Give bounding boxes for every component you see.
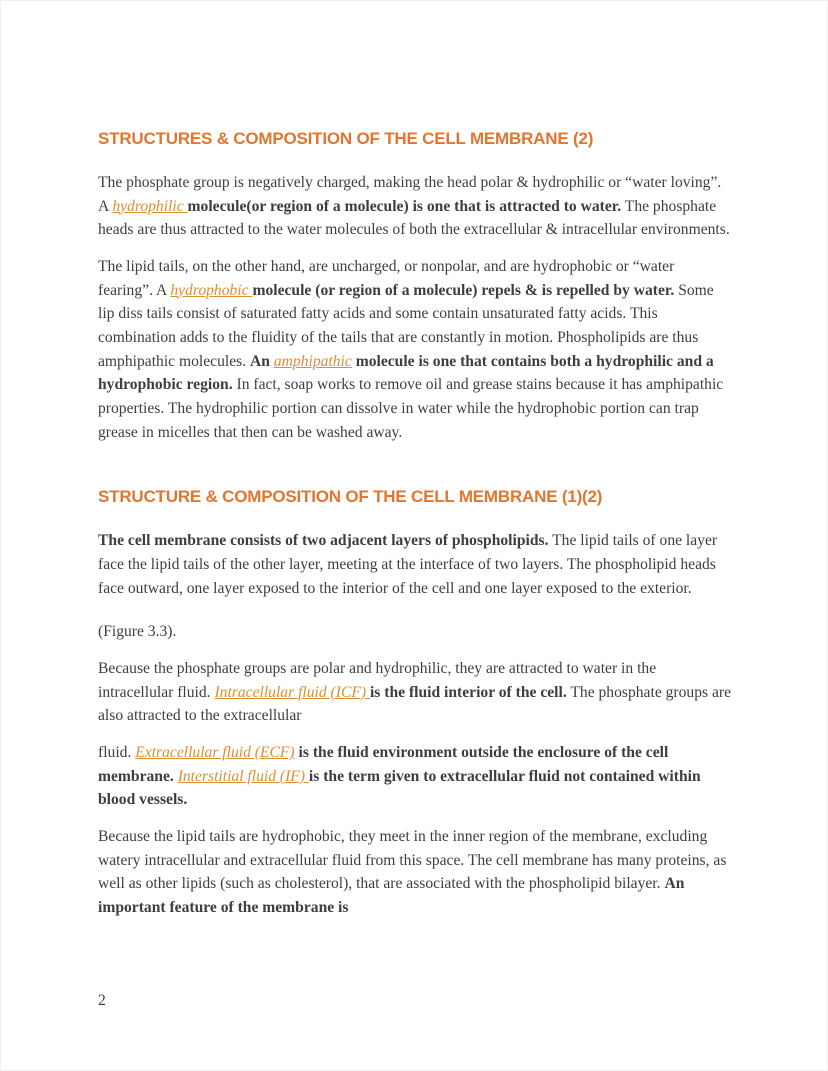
text-run: is the term given to extracellular fluid not contained within blood vessels. [98, 767, 701, 809]
text-run: is the fluid environment outside the enclosure of the cell membrane. [98, 744, 669, 785]
paragraph-hydrophobic-tails-meet [98, 825, 732, 920]
heading-structures-composition-2: STRUCTURES & COMPOSITION OF THE CELL MEMBRANE (2) [98, 129, 594, 148]
link-intracellular-fluid-icf[interactable]: Intracellular fluid (ICF) [214, 683, 370, 701]
heading-structure-composition-1-2: STRUCTURE & COMPOSITION OF THE CELL MEMBRANE (1)(2) [98, 487, 603, 507]
link-extracellular-fluid-ecf[interactable]: Extracellular fluid (ECF) [135, 744, 295, 762]
text-run: The lipid tails of one layer face the lipid tails of the other layer, meeting at the interface of two layers. The phospholipid heads face outward, one layer exposed to the interior of the cell and one layer exposed to the exterior. [98, 532, 718, 597]
text-run: An important feature of the membrane is [98, 875, 685, 917]
link-interstitial-fluid-if[interactable]: Interstitial fluid (IF) [177, 767, 309, 785]
text-run: The phosphate group is negatively charged, making the head polar & hydrophilic or “water loving”. A [98, 173, 722, 215]
text-run: The phosphate heads are thus attracted to the water molecules of both the extracellular & intracellular environments. [98, 197, 730, 239]
text-run: (Figure 3.3). [98, 623, 177, 641]
text-run: fluid. [98, 744, 136, 762]
text-run: Some lip diss tails consist of saturated fatty acids and some contain unsaturated fatty acids. This combination adds to the fluidity of the tails that are constantly in motion. Phospholipids are thus amphipathic molecules. [98, 281, 714, 370]
text-run: An [250, 352, 274, 370]
text-run: In fact, soap works to remove oil and grease stains because it has amphipathic properties. The hydrophilic portion can dissolve in water while the hydrophobic portion can trap grease in micelles that then can be washed away. [98, 376, 724, 441]
text-run: is the fluid interior of the cell. [369, 683, 567, 701]
text-run: The cell membrane consists of two adjacent layers of phospholipids. [98, 532, 549, 550]
paragraph-extracellular-fluid [98, 741, 732, 812]
text-run: Because the phosphate groups are polar and hydrophilic, they are attracted to water in the intracellular fluid. [98, 659, 657, 701]
link-amphipathic[interactable]: amphipathic [273, 352, 352, 370]
text-run: Because the lipid tails are hydrophobic, they meet in the inner region of the membrane, excluding watery intracellular and extracellular fluid from this space. The cell membrane has many proteins, as well as other lipids (such as cholesterol), that are associated with the phospholipid bilayer. [98, 828, 727, 893]
paragraph-phosphate-group [98, 171, 732, 242]
text-run: molecule (or region of a molecule) repels & is repelled by water. [252, 281, 675, 299]
link-hydrophilic[interactable]: hydrophilic [112, 197, 188, 215]
text-run: molecule(or region of a molecule) is one that is attracted to water. [187, 197, 622, 215]
text-run: The lipid tails, on the other hand, are uncharged, or nonpolar, and are hydrophobic or “water fearing”. A [98, 257, 675, 299]
paragraph-intracellular-fluid [98, 657, 732, 728]
page-number: 2 [98, 992, 106, 1009]
document-content [98, 126, 732, 933]
paragraph-lipid-tails [98, 255, 732, 445]
text-run: The phosphate groups are also attracted to the extracellular [98, 683, 732, 725]
text-run: molecule is one that contains both a hydrophilic and a hydrophobic region. [98, 352, 714, 394]
paragraph-two-layers [98, 529, 732, 600]
paragraph-figure-reference [98, 620, 732, 644]
link-hydrophobic[interactable]: hydrophobic [170, 281, 253, 299]
